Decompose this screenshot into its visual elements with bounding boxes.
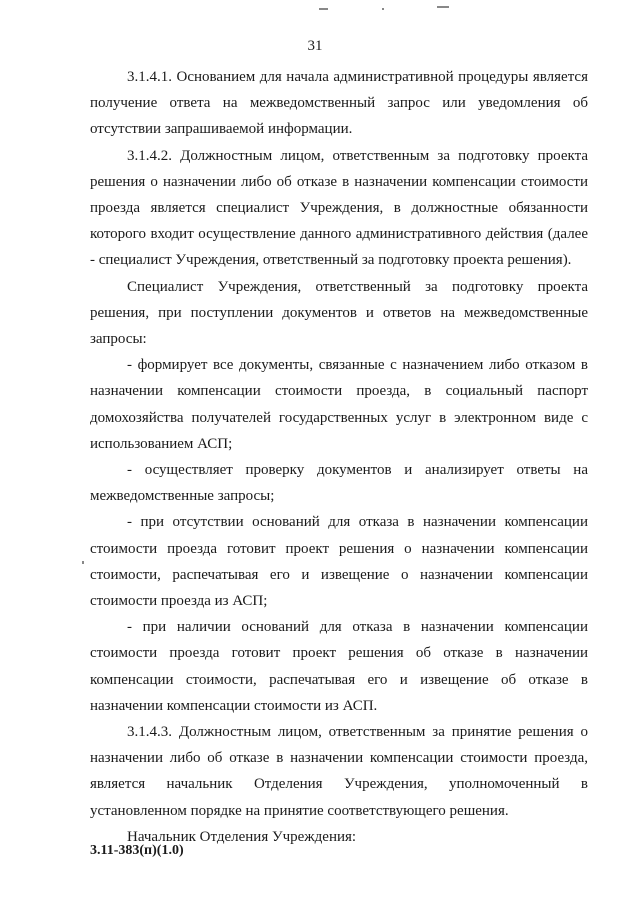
page-number: 31: [307, 38, 323, 54]
document-body: [90, 64, 588, 850]
list-item-check-documents: - осуществляет проверку документов и анализирует ответы на межведомственные запросы;: [90, 462, 588, 505]
scan-artifact: [82, 561, 84, 564]
paragraph-3-1-4-3: 3.1.4.3. Должностным лицом, ответственным за принятие решения о назначении либо об отказе в назначении компенсации стоимости проезда, является начальник Отделения Учреждения, уполномоченный в установленном порядке на принятие соответствующего решения.: [90, 724, 588, 819]
scan-artifact: [437, 6, 449, 8]
paragraph-3-1-4-2: 3.1.4.2. Должностным лицом, ответственным за подготовку проекта решения о назначении либо об отказе в назначении компенсации стоимости проезда является специалист Учреждения, в должностные обязанности которого входит осуществление данного административного действия (далее - специалист Учреждения, ответственный за подготовку проекта решения).: [90, 147, 588, 269]
scan-artifact: [319, 8, 328, 10]
list-item-grounds-refusal: - при наличии оснований для отказа в назначении компенсации стоимости проезда готовит проект решения об отказе в назначении компенсации стоимости, распечатывая его и извещение об отказе в назначении компенсации стоимости из АСП.: [90, 619, 588, 714]
document-code: 3.11-383(п)(1.0): [90, 843, 184, 858]
paragraph-3-1-4-1: 3.1.4.1. Основанием для начала административной процедуры является получение ответа на межведомственный запрос или уведомления об отсутствии запрашиваемой информации.: [90, 69, 588, 138]
list-item-no-grounds-refusal: - при отсутствии оснований для отказа в назначении компенсации стоимости проезда готовит проект решения о назначении компенсации стоимости, распечатывая его и извещение о назначении компенсации стоимости проезда из АСП;: [90, 514, 588, 610]
paragraph-specialist-intro: Специалист Учреждения, ответственный за подготовку проекта решения, при поступлении документов и ответов на межведомственные запросы:: [90, 278, 588, 348]
list-item-form-documents: - формирует все документы, связанные с назначением либо отказом в назначении компенсации стоимости проезда, в социальный паспорт домохозяйства получателей государственных услуг в электронном виде с использованием АСП;: [90, 357, 588, 452]
scan-artifact: [382, 8, 384, 10]
paragraph-department-head: Начальник Отделения Учреждения:: [127, 828, 357, 845]
